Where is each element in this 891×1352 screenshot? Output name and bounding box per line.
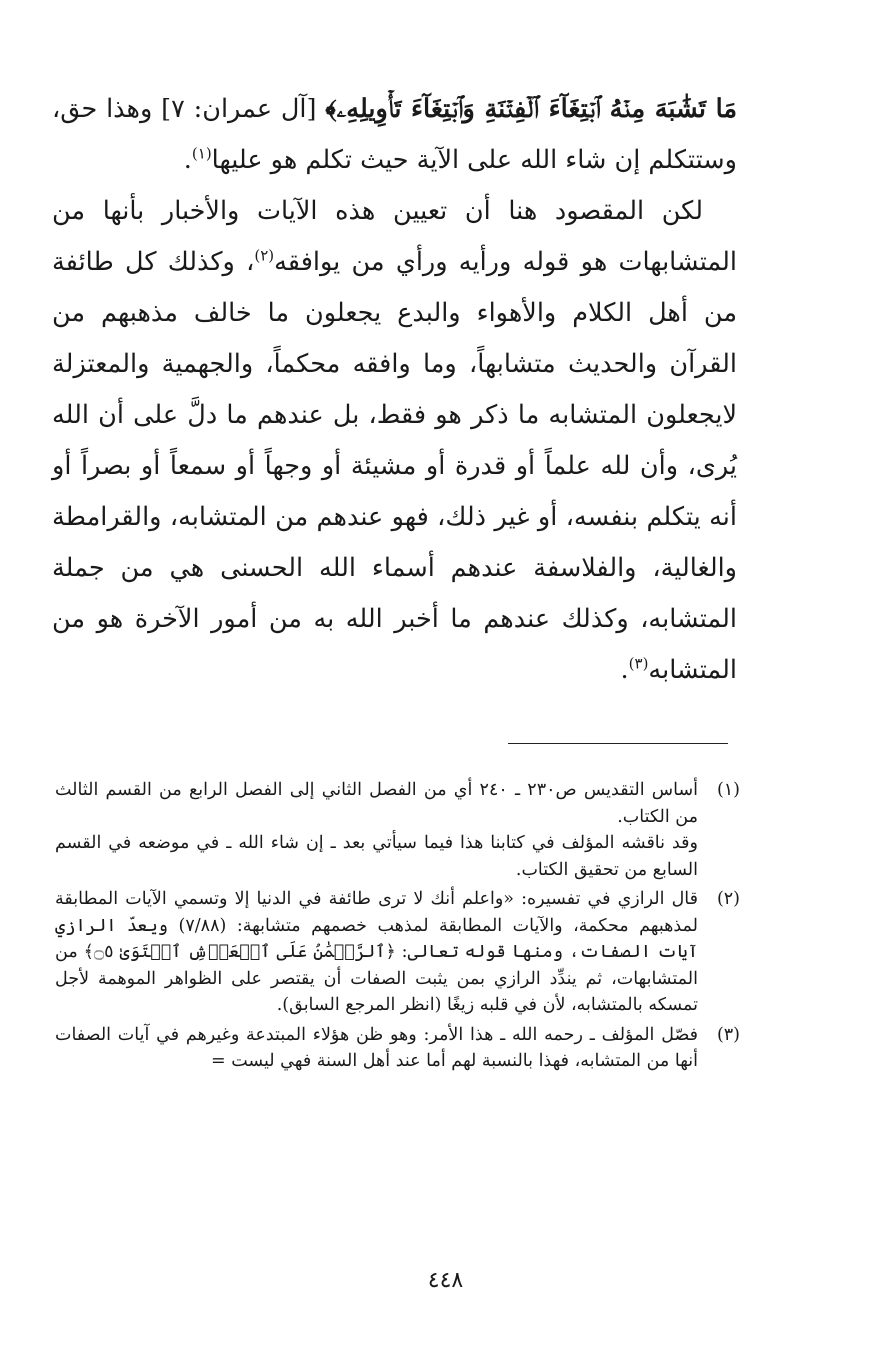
paragraph-1-end: .: [183, 145, 192, 175]
footnote-ref-1[interactable]: (١): [191, 144, 212, 163]
footnote-number: (٢): [716, 889, 740, 909]
footnote-2: [55, 886, 740, 1019]
quran-verse: مَا تَشَٰبَهَ مِنۡهُ ٱبۡتِغَآءَ ٱلۡفِتۡنَةِ وَٱبۡتِغَآءَ تَأۡوِيلِهِۦ﴾: [325, 94, 738, 124]
footnote-ref-3[interactable]: (٣): [628, 654, 649, 673]
footnote-separator: [508, 743, 728, 744]
paragraph-1: [52, 84, 737, 186]
main-text: [52, 84, 737, 696]
paragraph-1-text: [آل عمران: ٧] وهذا حق، وستتكلم إن شاء الله على الآية حيث تكلم هو عليها: [52, 94, 737, 175]
footnote-text: فصّل المؤلف ـ رحمه الله ـ هذا الأمر: وهو ظن هؤلاء المبتدعة وغيرهم في آيات الصفات أنها من المتشابه، فهذا بالنسبة لهم أما عند أهل السنة فهي ليست =: [55, 1024, 698, 1071]
footnote-1: [55, 777, 740, 883]
footnote-ref-2[interactable]: (٢): [254, 246, 275, 265]
footnote-body: [55, 886, 698, 1019]
page-number: ٤٤٨: [427, 1268, 464, 1293]
paragraph-2-part-b: ، وكذلك كل طائفة من أهل الكلام والأهواء والبدع يجعلون ما خالف مذهبهم من القرآن والحديث متشابهاً، وما وافقه محكماً، والجهمية والمعتزلة لايجعلون المتشابه ما ذكر هو فقط، بل عندهم ما دلَّ على أن الله يُرى، وأن لله علماً أو قدرة أو مشيئة أو وجهاً أو سمعاً أو بصراً أو أنه يتكلم بنفسه، أو غير ذلك، فهو عندهم من المتشابه، والقرامطة والغالية، والفلاسفة عندهم أسماء الله الحسنى هي من جملة المتشابه، وكذلك عندهم ما أخبر الله به من أمور الآخرة هو من المتشابه: [52, 247, 737, 685]
footnotes: [55, 777, 740, 1078]
paragraph-2-end: .: [620, 655, 629, 685]
footnote-body: [55, 1022, 698, 1075]
paragraph-2: [52, 186, 737, 696]
footnote-text: وقد ناقشه المؤلف في كتابنا هذا فيما سيأتي بعد ـ إن شاء الله ـ في موضعه في القسم السابع من تحقيق الكتاب.: [55, 833, 698, 880]
footnote-text: أساس التقديس ص٢٣٠ ـ ٢٤٠ أي من الفصل الثاني إلى الفصل الرابع من القسم الثالث من الكتاب.: [55, 780, 698, 827]
footnote-3: [55, 1022, 740, 1075]
paragraph-2-part-a: لكن المقصود هنا أن تعيين هذه الآيات والأخبار بأنها من المتشابهات هو قوله ورأيه ورأي من يوافقه: [52, 196, 737, 277]
footnote-text: قال الرازي في تفسيره: «واعلم أنك لا ترى طائفة في الدنيا إلا وتسمي الآيات المطابقة لمذهبهم محكمة، والآيات المطابقة لمذهب خصمهم متشابهة: (٧/٨٨) ويعدّ الرازي آيات الصفات، ومنها قوله تعالى: ﴿ٱلرَّحۡمَٰنُ عَلَى ٱلۡعَرۡشِ ٱسۡتَوَىٰ ۝٥﴾ من المتشابهات، ثم يندِّد الرازي بمن يثبت الصفات أن يقتصر على الظواهر الموهمة لأجل تمسكه بالمتشابه، لأن في قلبه زيغًا (انظر المرجع السابق).: [55, 889, 698, 1015]
footnote-number: (٣): [716, 1024, 740, 1045]
footnote-body: [55, 777, 698, 883]
footnote-number: (١): [716, 780, 740, 800]
